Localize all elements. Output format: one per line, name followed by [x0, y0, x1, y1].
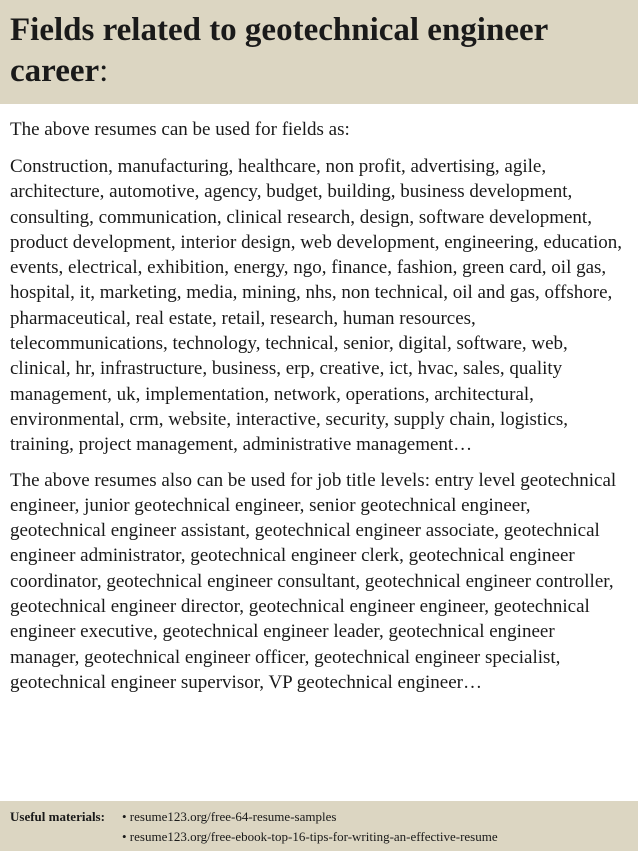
- slide-header: [0, 0, 638, 104]
- fields-paragraph: Construction, manufacturing, healthcare, non profit, advertising, agile, architecture, automotive, agency, budget, building, business development, consulting, communication, clinical research, design, software development, product development, interior design, web development, engineering, education, events, electrical, exhibition, energy, ngo, finance, fashion, green card, oil gas, hospital, it, marketing, media, mining, nhs, non technical, oil and gas, offshore, pharmaceutical, real estate, retail, research, human resources, telecommunications, technology, technical, senior, digital, software, web, clinical, hr, infrastructure, business, erp, creative, ict, hvac, sales, quality management, uk, implementation, network, operations, architectural, environmental, crm, website, interactive, security, supply chain, logistics, training, project management, administrative management…: [10, 156, 623, 456]
- footer-label-separator: :: [100, 809, 105, 824]
- useful-materials-footer: [0, 801, 638, 851]
- intro-text: The above resumes can be used for fields as:: [10, 119, 350, 140]
- slide-body: [0, 118, 638, 695]
- footer-label: [10, 807, 122, 847]
- footer-link[interactable]: • resume123.org/free-ebook-top-16-tips-for-writing-an-effective-resume: [122, 829, 498, 844]
- footer-label-text: Useful materials: [10, 809, 101, 824]
- page-title: [10, 10, 628, 92]
- footer-link-list: [122, 807, 498, 847]
- footer-row: [10, 807, 628, 847]
- page-title-colon: :: [99, 53, 109, 89]
- job-levels-paragraph: The above resumes also can be used for job title levels: entry level geotechnical engineer, junior geotechnical engineer, senior geotechnical engineer, geotechnical engineer assistant, geotechnical engineer associate, geotechnical engineer administrator, geotechnical engineer clerk, geotechnical engineer coordinator, geotechnical engineer consultant, geotechnical engineer controller, geotechnical engineer director, geotechnical engineer engineer, geotechnical engineer executive, geotechnical engineer leader, geotechnical engineer manager, geotechnical engineer officer, geotechnical engineer specialist, geotechnical engineer supervisor, VP geotechnical engineer…: [10, 469, 617, 693]
- page-title-text: Fields related to geotechnical engineer career: [10, 12, 548, 89]
- footer-link[interactable]: • resume123.org/free-64-resume-samples: [122, 809, 337, 824]
